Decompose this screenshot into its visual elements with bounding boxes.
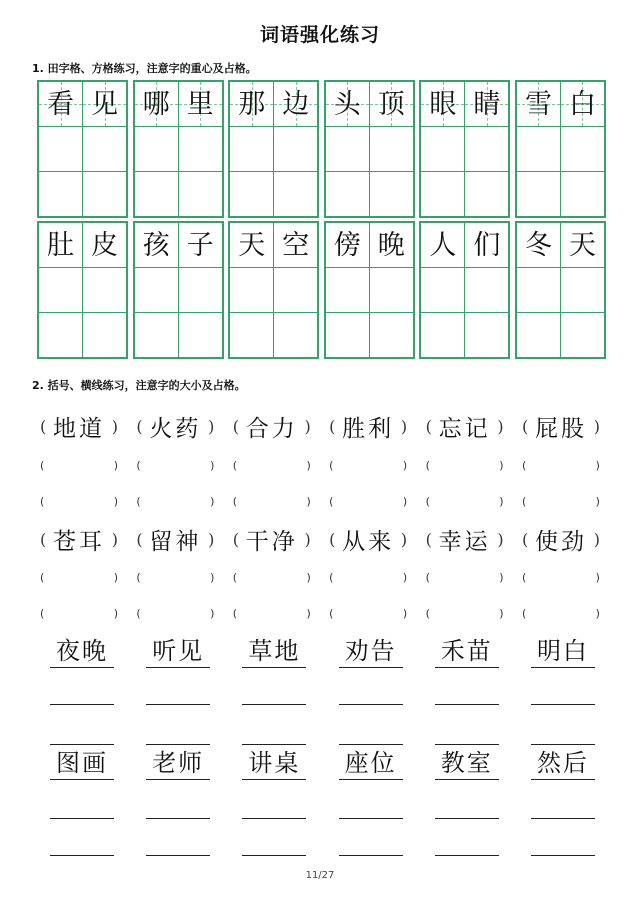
right-paren: ) [113, 607, 118, 620]
right-paren: ) [497, 530, 504, 549]
underlined-word: 图画 [50, 749, 114, 780]
blank-line[interactable] [50, 817, 114, 819]
right-paren: ) [210, 571, 215, 584]
right-paren: ) [497, 417, 504, 436]
word-box [228, 221, 319, 359]
empty-bracket[interactable] [136, 607, 214, 620]
underlined-word: 然后 [531, 749, 595, 780]
blank-line[interactable] [50, 854, 114, 856]
tianzige-row-1 [37, 80, 606, 218]
empty-bracket[interactable] [426, 571, 504, 584]
bracket-word [233, 523, 311, 556]
left-paren: ( [40, 495, 45, 508]
word-box [133, 221, 224, 359]
bracket-word [522, 523, 600, 556]
grid-char: 天 [568, 229, 596, 261]
underlined-word: 座位 [339, 749, 403, 780]
empty-bracket[interactable] [426, 495, 504, 508]
right-paren: ) [595, 571, 600, 584]
right-paren: ) [499, 571, 504, 584]
blank-line[interactable] [242, 854, 306, 856]
underlined-word: 听见 [146, 637, 210, 668]
right-paren: ) [306, 607, 311, 620]
blank-line[interactable] [50, 703, 114, 705]
left-paren: ( [425, 571, 430, 584]
right-paren: ) [210, 459, 215, 472]
left-paren: ( [136, 530, 143, 549]
left-paren: ( [329, 459, 334, 472]
left-paren: ( [521, 459, 527, 472]
right-paren: ) [595, 495, 600, 508]
left-paren: ( [521, 495, 527, 508]
bracket-word [329, 410, 407, 443]
right-paren: ) [400, 417, 408, 436]
bracket-word-text: 使劲 [534, 529, 587, 555]
bracket-word-text: 干净 [245, 529, 298, 555]
blank-line[interactable] [339, 703, 403, 705]
left-paren: ( [425, 530, 432, 549]
underline-word-row-2 [50, 749, 595, 780]
grid-char: 天 [238, 229, 266, 261]
left-paren: ( [425, 495, 430, 508]
right-paren: ) [111, 417, 118, 436]
underlined-word: 教室 [435, 749, 499, 780]
left-paren: ( [232, 459, 238, 472]
right-paren: ) [593, 417, 600, 436]
empty-bracket[interactable] [329, 495, 407, 508]
grid-char: 冬 [524, 229, 552, 261]
bracket-word-text: 留神 [149, 529, 202, 555]
grid-char: 傍 [333, 229, 361, 261]
empty-bracket[interactable] [136, 495, 214, 508]
left-paren: ( [521, 417, 529, 436]
bracket-word [40, 523, 118, 556]
right-paren: ) [210, 495, 215, 508]
right-paren: ) [304, 530, 311, 549]
word-box [515, 80, 606, 218]
left-paren: ( [136, 417, 143, 436]
right-paren: ) [402, 495, 408, 508]
left-paren: ( [40, 530, 47, 549]
blank-line[interactable] [531, 854, 595, 856]
grid-char: 们 [473, 229, 501, 261]
empty-bracket[interactable] [522, 495, 600, 508]
blank-line[interactable] [531, 817, 595, 819]
bracket-empty-row [40, 459, 600, 472]
left-paren: ( [136, 607, 141, 620]
word-box [37, 221, 128, 359]
word-box [419, 221, 510, 359]
right-paren: ) [208, 417, 215, 436]
bracket-word [426, 523, 504, 556]
bracket-word-text: 火药 [149, 416, 202, 442]
left-paren: ( [40, 459, 45, 472]
right-paren: ) [113, 459, 118, 472]
empty-bracket[interactable] [329, 459, 407, 472]
right-paren: ) [402, 571, 408, 584]
underlined-word: 老师 [146, 749, 210, 780]
left-paren: ( [136, 459, 141, 472]
blank-line[interactable] [146, 854, 210, 856]
left-paren: ( [329, 495, 334, 508]
empty-bracket[interactable] [329, 571, 407, 584]
word-box [324, 221, 415, 359]
section1-instruction: 1. 田字格、方格练习，注意字的重心及占格。 [32, 62, 257, 75]
left-paren: ( [40, 417, 47, 436]
bracket-word [522, 410, 600, 443]
left-paren: ( [521, 571, 527, 584]
word-box [37, 80, 128, 218]
bracket-word-text: 地道 [53, 416, 105, 442]
grid-char: 晚 [377, 229, 405, 261]
grid-char: 那 [238, 88, 266, 120]
bracket-word-text: 忘记 [438, 416, 491, 442]
word-box [515, 221, 606, 359]
word-box [324, 80, 415, 218]
bracket-word-row-2 [40, 523, 600, 556]
bracket-word [40, 410, 118, 443]
left-paren: ( [232, 495, 238, 508]
empty-bracket[interactable] [522, 607, 600, 620]
empty-bracket[interactable] [136, 571, 214, 584]
right-paren: ) [499, 607, 504, 620]
right-paren: ) [306, 459, 311, 472]
empty-bracket[interactable] [40, 571, 118, 584]
blank-line[interactable] [146, 743, 210, 745]
empty-bracket[interactable] [40, 607, 118, 620]
blank-line[interactable] [242, 817, 306, 819]
right-paren: ) [111, 530, 118, 549]
left-paren: ( [232, 530, 240, 549]
left-paren: ( [329, 607, 334, 620]
left-paren: ( [329, 530, 336, 549]
left-paren: ( [232, 417, 240, 436]
blank-line[interactable] [531, 703, 595, 705]
grid-char: 里 [186, 88, 214, 120]
underlined-word: 禾苗 [435, 637, 499, 668]
empty-bracket[interactable] [40, 495, 118, 508]
grid-char: 肚 [47, 229, 74, 261]
left-paren: ( [40, 607, 45, 620]
bracket-word-text: 胜利 [342, 416, 395, 442]
blank-line[interactable] [435, 854, 499, 856]
right-paren: ) [306, 571, 311, 584]
right-paren: ) [595, 459, 600, 472]
blank-line[interactable] [435, 703, 499, 705]
grid-char: 顶 [377, 88, 405, 120]
empty-bracket[interactable] [40, 459, 118, 472]
grid-char: 空 [282, 229, 310, 261]
underlined-word: 夜晚 [50, 637, 114, 668]
empty-bracket[interactable] [233, 495, 311, 508]
left-paren: ( [425, 607, 430, 620]
grid-char: 白 [568, 88, 596, 120]
blank-line[interactable] [339, 854, 403, 856]
bracket-word [329, 523, 407, 556]
grid-char: 头 [333, 88, 361, 120]
bracket-word-text: 从来 [342, 529, 395, 555]
section2-instruction: 2. 括号、横线练习，注意字的大小及占格。 [32, 379, 246, 392]
bracket-empty-row [40, 571, 600, 584]
grid-char: 雪 [524, 88, 552, 120]
underlined-word: 讲桌 [242, 749, 306, 780]
right-paren: ) [402, 459, 408, 472]
underline-word-row-1 [50, 637, 595, 668]
grid-char: 眼 [429, 88, 457, 120]
left-paren: ( [136, 495, 141, 508]
blank-line[interactable] [50, 743, 114, 745]
empty-bracket[interactable] [426, 607, 504, 620]
empty-bracket[interactable] [522, 571, 600, 584]
bracket-word [233, 410, 311, 443]
blank-line[interactable] [339, 817, 403, 819]
left-paren: ( [425, 417, 432, 436]
right-paren: ) [499, 495, 504, 508]
bracket-empty-row [40, 495, 600, 508]
right-paren: ) [113, 571, 118, 584]
right-paren: ) [306, 495, 311, 508]
underlined-word: 劝告 [339, 637, 403, 668]
underlined-word: 草地 [242, 637, 306, 668]
blank-line[interactable] [242, 743, 306, 745]
right-paren: ) [210, 607, 215, 620]
blank-line-row [50, 817, 595, 819]
grid-char: 睛 [473, 88, 501, 120]
right-paren: ) [400, 530, 408, 549]
bracket-word-text: 合力 [245, 416, 298, 442]
empty-bracket[interactable] [136, 459, 214, 472]
grid-char: 边 [282, 88, 310, 120]
blank-line[interactable] [435, 743, 499, 745]
right-paren: ) [113, 495, 118, 508]
blank-line-row [50, 743, 595, 745]
fangge-row-2 [37, 221, 606, 359]
bracket-word-text: 屁股 [534, 416, 587, 442]
grid-char: 子 [186, 229, 214, 261]
left-paren: ( [329, 417, 336, 436]
bracket-word [136, 523, 214, 556]
left-paren: ( [425, 459, 430, 472]
page-number: 11/27 [305, 870, 335, 881]
grid-char: 人 [429, 229, 457, 261]
blank-line[interactable] [339, 743, 403, 745]
word-box [419, 80, 510, 218]
left-paren: ( [521, 530, 529, 549]
right-paren: ) [595, 607, 600, 620]
grid-char: 孩 [142, 229, 170, 261]
empty-bracket[interactable] [233, 607, 311, 620]
empty-bracket[interactable] [233, 571, 311, 584]
right-paren: ) [499, 459, 504, 472]
blank-line[interactable] [146, 703, 210, 705]
bracket-word [136, 410, 214, 443]
right-paren: ) [593, 530, 600, 549]
grid-char: 看 [47, 88, 74, 120]
left-paren: ( [232, 571, 238, 584]
grid-char: 皮 [91, 229, 118, 261]
grid-char: 哪 [142, 88, 170, 120]
word-box [133, 80, 224, 218]
empty-bracket[interactable] [233, 459, 311, 472]
blank-line[interactable] [146, 817, 210, 819]
bracket-word-text: 苍耳 [53, 529, 105, 555]
underlined-word: 明白 [531, 637, 595, 668]
empty-bracket[interactable] [522, 459, 600, 472]
right-paren: ) [402, 607, 408, 620]
empty-bracket[interactable] [426, 459, 504, 472]
grid-char: 见 [91, 88, 118, 120]
right-paren: ) [304, 417, 311, 436]
bracket-word [426, 410, 504, 443]
empty-bracket[interactable] [329, 607, 407, 620]
left-paren: ( [521, 607, 527, 620]
blank-line[interactable] [435, 817, 499, 819]
blank-line[interactable] [242, 703, 306, 705]
bracket-empty-row [40, 607, 600, 620]
left-paren: ( [40, 571, 45, 584]
bracket-word-row-1 [40, 410, 600, 443]
page-title: 词语强化练习 [259, 24, 380, 46]
blank-line[interactable] [531, 743, 595, 745]
left-paren: ( [232, 607, 238, 620]
left-paren: ( [329, 571, 334, 584]
word-box [228, 80, 319, 218]
blank-line-row [50, 854, 595, 856]
bracket-word-text: 幸运 [438, 529, 491, 555]
blank-line-row [50, 703, 595, 705]
right-paren: ) [208, 530, 215, 549]
left-paren: ( [136, 571, 141, 584]
